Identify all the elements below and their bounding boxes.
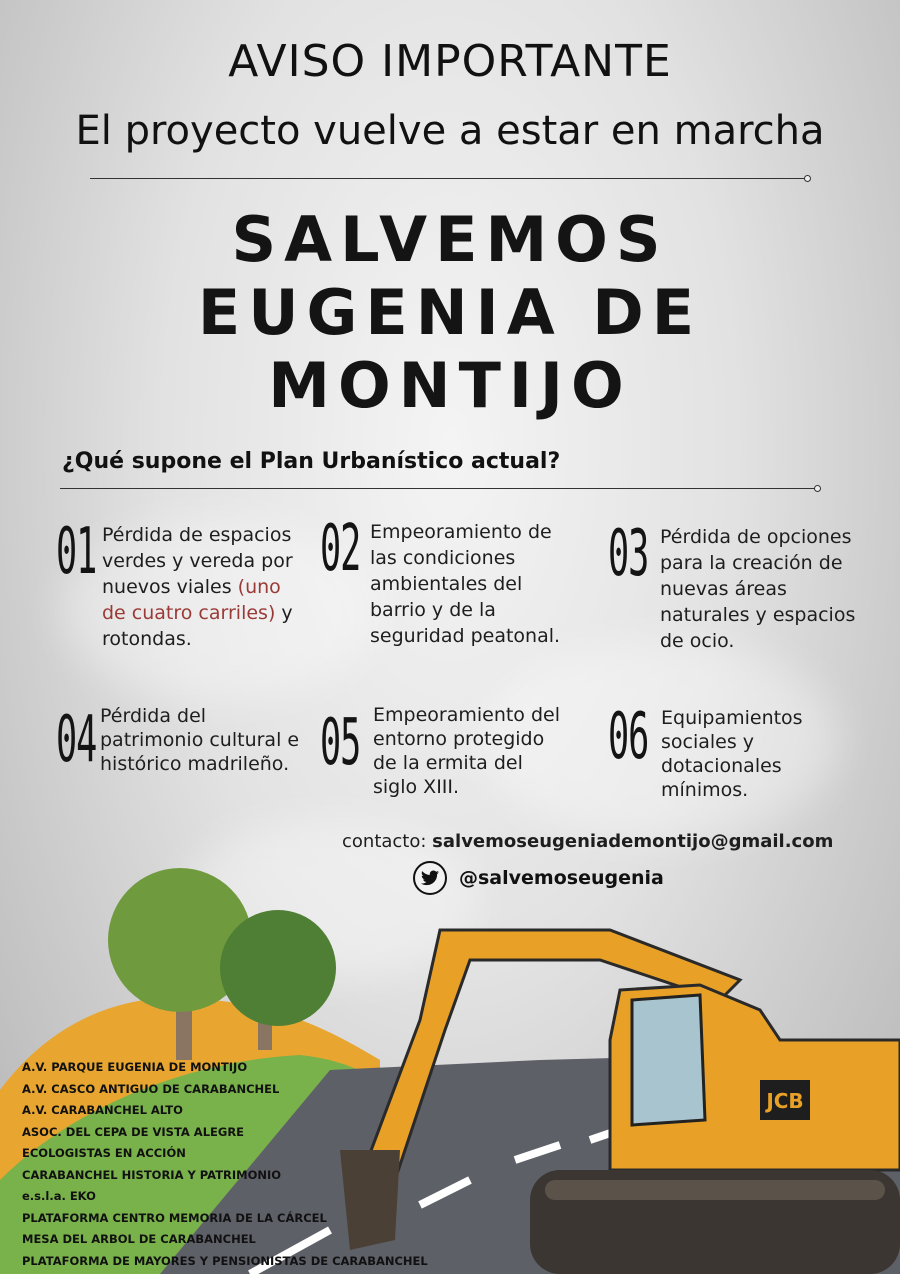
divider-line [90,178,805,179]
item-text: Empeoramiento de las condiciones ambientales del barrio y de la seguridad peatonal. [370,521,561,647]
organization-item: CARABANCHEL HISTORIA Y PATRIMONIO [22,1167,282,1182]
item-number: 05 [320,706,361,780]
campaign-title-line1: SALVEMOS [231,203,669,276]
item-number: 03 [608,517,649,591]
organization-item: A.V. CARABANCHEL ALTO [22,1103,183,1117]
organization-item: MESA DEL ARBOL DE CARABANCHEL [22,1232,256,1246]
notice-subtitle: El proyecto vuelve a estar en marcha [75,108,825,154]
notice-title: AVISO IMPORTANTE [228,36,672,87]
item-number: 06 [608,700,649,774]
organization-item: ECOLOGISTAS EN ACCIÓN [22,1146,186,1160]
item-text: Empeoramiento del entorno protegido de la ermita del siglo XIII. [373,704,561,798]
organization-item: PLATAFORMA CENTRO MEMORIA DE LA CÁRCEL [22,1210,327,1225]
item-text: Pérdida del patrimonio cultural e histórico madrileño. [100,705,300,775]
tree-crown [220,910,336,1026]
excavator-brand-logo: JCB [766,1089,804,1113]
twitter-row[interactable] [413,861,664,895]
item-text: Pérdida de espacios verdes y vereda por nuevos viales (uno de cuatro carriles) y rotondas. [102,524,293,650]
divider-line [60,488,815,489]
twitter-bird-icon[interactable] [413,861,447,895]
organization-item: PLATAFORMA DE MAYORES Y PENSIONISTAS DE CARABANCHEL [22,1253,428,1268]
excavator-track-top [545,1180,885,1200]
item-text: Pérdida de opciones para la creación de nuevas áreas naturales y espacios de ocio. [660,526,856,652]
campaign-title-line3: MONTIJO [268,349,632,422]
contact-line [342,831,833,852]
item-highlight: (uno de cuatro carriles) [102,576,281,624]
excavator-window [632,995,705,1125]
organization-item: A.V. CASCO ANTIGUO DE CARABANCHEL [22,1081,280,1096]
item-number: 04 [56,703,97,777]
organization-item: ASOC. DEL CEPA DE VISTA ALEGRE [22,1124,245,1139]
item-number: 01 [56,515,97,589]
organization-item: A.V. PARQUE EUGENIA DE MONTIJO [22,1060,248,1074]
question-heading: ¿Qué supone el Plan Urbanístico actual? [62,449,561,474]
organizations-list [22,1057,428,1272]
contact-label: contacto: [342,831,427,852]
organization-item: e.s.l.a. EKO [22,1189,96,1203]
contact-email[interactable]: salvemoseugeniademontijo@gmail.com [432,831,834,852]
item-text: Equipamientos sociales y dotacionales mínimos. [661,707,803,801]
item-number: 02 [320,512,361,586]
twitter-handle[interactable]: @salvemoseugenia [459,867,664,889]
campaign-title-line2: EUGENIA DE [197,276,703,349]
